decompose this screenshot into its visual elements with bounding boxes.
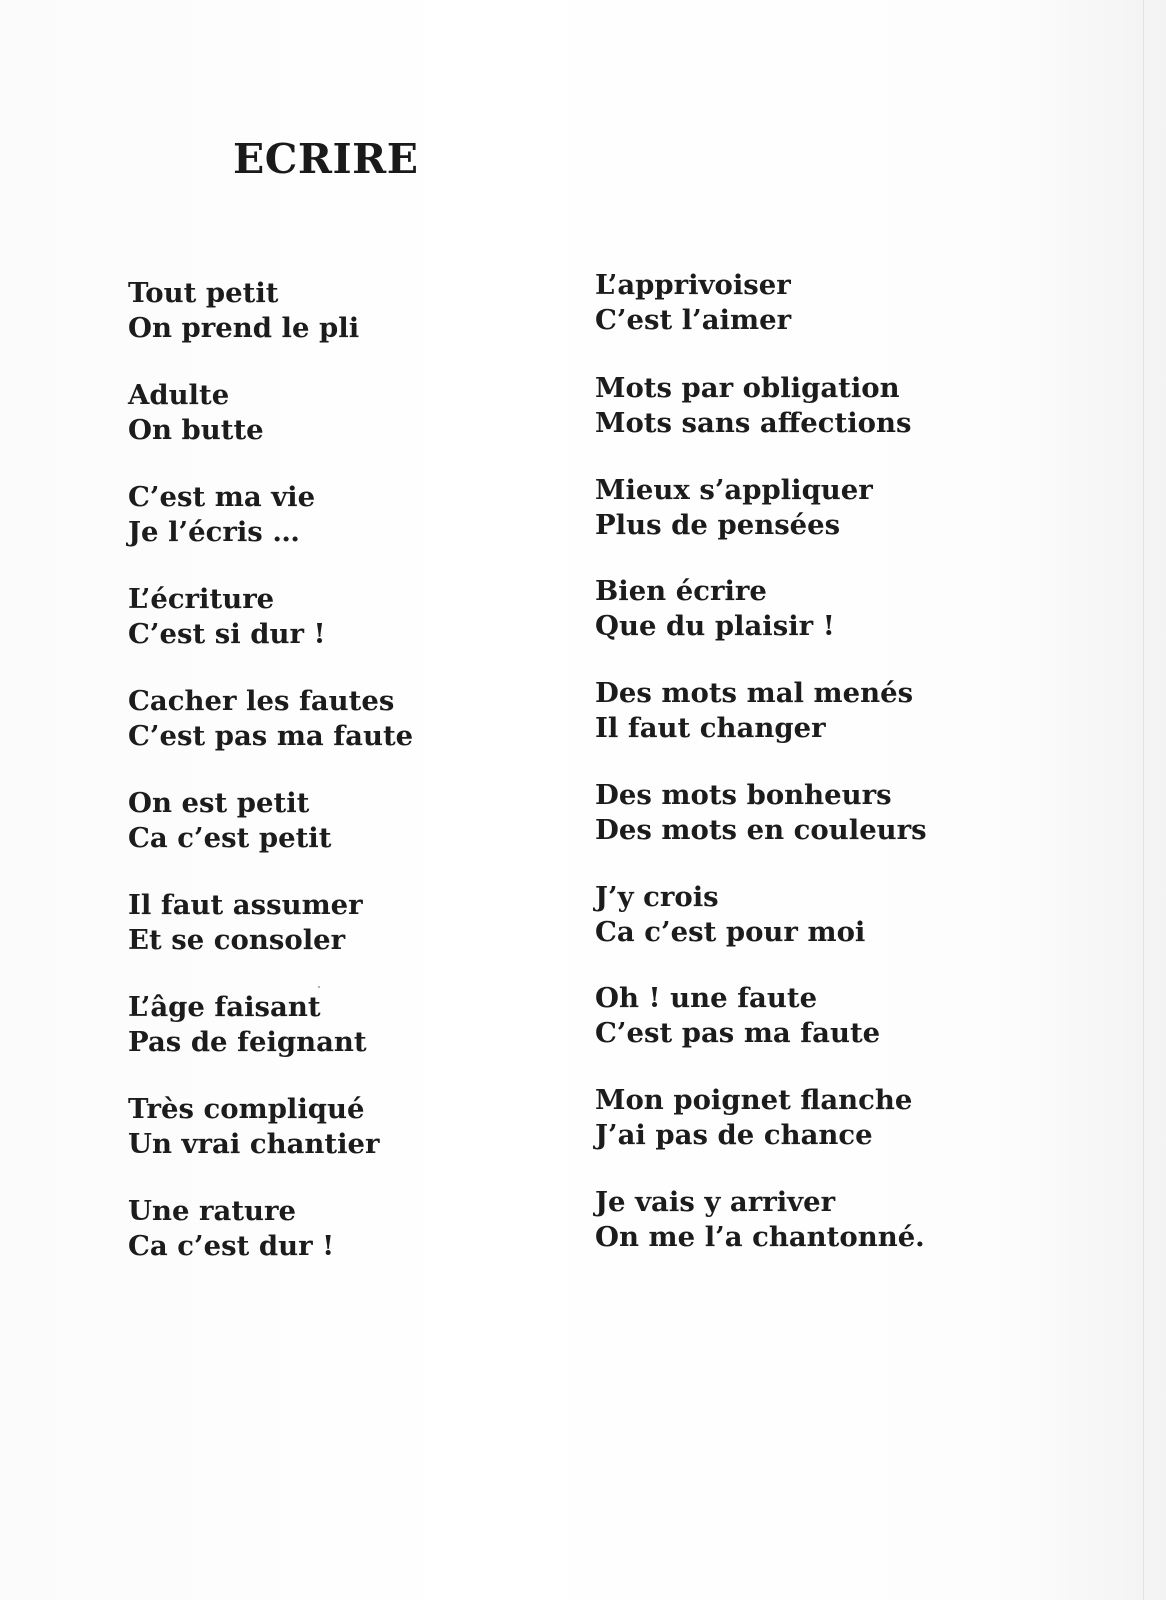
verse-line: C’est pas ma faute bbox=[595, 1016, 881, 1049]
verse-line: On prend le pli bbox=[128, 311, 360, 344]
verse-line: Très compliqué bbox=[128, 1093, 365, 1125]
verse-line: L’écriture bbox=[128, 583, 275, 615]
verse-line: J’ai pas de chance bbox=[595, 1118, 873, 1151]
stanza bbox=[595, 981, 880, 1050]
verse-line: Oh ! une faute bbox=[595, 982, 818, 1014]
stanza bbox=[128, 480, 315, 549]
verse-line: C’est pas ma faute bbox=[128, 719, 414, 752]
verse-line: Je vais y arriver bbox=[595, 1186, 836, 1218]
verse-line: Que du plaisir ! bbox=[595, 609, 835, 642]
verse-line: L’apprivoiser bbox=[595, 269, 791, 301]
verse-line: Plus de pensées bbox=[595, 508, 841, 541]
verse-line: Ca c’est dur ! bbox=[128, 1229, 335, 1262]
stanza bbox=[128, 990, 367, 1059]
stanza bbox=[128, 684, 413, 753]
stanza bbox=[595, 268, 791, 337]
verse-line: C’est si dur ! bbox=[128, 617, 326, 650]
verse-line: Et se consoler bbox=[128, 923, 346, 956]
stanza bbox=[595, 1185, 925, 1254]
stanza bbox=[128, 582, 326, 651]
verse-line: Il faut changer bbox=[595, 711, 826, 744]
stanza bbox=[595, 371, 912, 440]
poem-title: ECRIRE bbox=[233, 135, 419, 183]
verse-line: L’âge faisant bbox=[128, 991, 321, 1023]
verse-line: Une rature bbox=[128, 1195, 297, 1227]
stanza bbox=[128, 888, 363, 957]
verse-line: On est petit bbox=[128, 787, 310, 819]
verse-line: Adulte bbox=[128, 379, 230, 411]
verse-line: Mon poignet flanche bbox=[595, 1084, 913, 1116]
verse-line: Mots par obligation bbox=[595, 372, 900, 404]
stanza bbox=[595, 778, 927, 847]
paper-edge bbox=[1143, 0, 1144, 1600]
verse-line: On me l’a chantonné. bbox=[595, 1220, 925, 1253]
stanza bbox=[128, 1194, 334, 1263]
verse-line: Je l’écris … bbox=[128, 515, 300, 548]
verse-line: J’y crois bbox=[595, 881, 719, 913]
verse-line: Bien écrire bbox=[595, 575, 767, 607]
stanza bbox=[595, 676, 913, 745]
verse-line: Des mots en couleurs bbox=[595, 813, 927, 846]
verse-line: Mots sans affections bbox=[595, 406, 912, 439]
verse-line: Il faut assumer bbox=[128, 889, 363, 921]
verse-line: Pas de feignant bbox=[128, 1025, 367, 1058]
stanza bbox=[128, 378, 264, 447]
verse-line: Ca c’est pour moi bbox=[595, 915, 866, 948]
scan-speck bbox=[318, 986, 320, 988]
verse-line: Des mots mal menés bbox=[595, 677, 914, 709]
verse-line: Tout petit bbox=[128, 277, 279, 309]
verse-line: C’est l’aimer bbox=[595, 303, 792, 336]
stanza bbox=[595, 880, 865, 949]
stanza bbox=[595, 473, 873, 542]
stanza bbox=[595, 1083, 912, 1152]
stanza bbox=[128, 1092, 380, 1161]
verse-line: Mieux s’appliquer bbox=[595, 474, 873, 506]
stanza bbox=[128, 786, 331, 855]
verse-line: Ca c’est petit bbox=[128, 821, 332, 854]
verse-line: Des mots bonheurs bbox=[595, 779, 892, 811]
stanza bbox=[128, 276, 359, 345]
verse-line: Cacher les fautes bbox=[128, 685, 395, 717]
verse-line: C’est ma vie bbox=[128, 481, 316, 513]
verse-line: On butte bbox=[128, 413, 264, 446]
verse-line: Un vrai chantier bbox=[128, 1127, 380, 1160]
stanza bbox=[595, 574, 835, 643]
